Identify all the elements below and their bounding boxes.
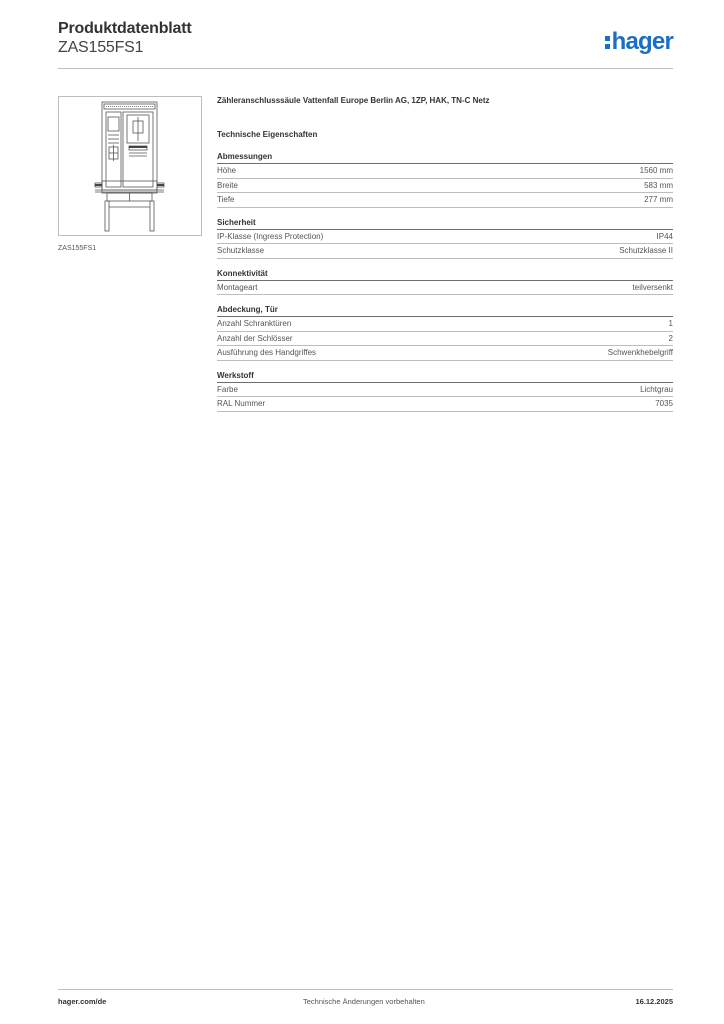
section-title: Sicherheit (217, 218, 673, 230)
spec-label: Breite (217, 180, 238, 190)
spec-section (217, 269, 673, 296)
spec-value: teilversenkt (632, 282, 673, 292)
footer-website: hager.com/de (58, 997, 107, 1006)
spec-row (217, 244, 673, 259)
spec-row (217, 397, 673, 412)
section-title: Abdeckung, Tür (217, 305, 673, 317)
image-caption: ZAS155FS1 (58, 245, 97, 252)
product-image (58, 96, 202, 236)
page-header (58, 20, 673, 68)
spec-row (217, 193, 673, 208)
spec-label: Schutzklasse (217, 246, 265, 255)
logo-text: hager (611, 28, 673, 55)
spec-value: IP44 (656, 231, 673, 241)
spec-value: 1560 mm (639, 166, 673, 175)
spec-section (217, 371, 673, 412)
product-code: ZAS155FS1 (58, 39, 144, 56)
spec-row (217, 332, 673, 347)
hager-logo (605, 28, 673, 56)
header-divider (58, 68, 673, 69)
spec-value: 583 mm (644, 180, 673, 190)
spec-row (217, 317, 673, 332)
spec-section (217, 305, 673, 361)
footer-note: Technische Änderungen vorbehalten (303, 997, 425, 1006)
section-title: Konnektivität (217, 269, 673, 281)
footer-date: 16.12.2025 (635, 997, 673, 1006)
spec-row (217, 346, 673, 361)
meter-column-drawing (59, 97, 201, 235)
spec-row (217, 164, 673, 179)
spec-row (217, 383, 673, 398)
logo-dots-icon (605, 31, 611, 51)
document-title: Produktdatenblatt (58, 20, 192, 37)
spec-value: 1 (668, 319, 673, 328)
product-description: Zähleranschlusssäule Vattenfall Europe Berlin AG, 1ZP, HAK, TN-C Netz (217, 96, 490, 105)
spec-value: Lichtgrau (640, 384, 673, 394)
spec-value: 277 mm (644, 195, 673, 204)
spec-label: Farbe (217, 384, 238, 394)
page-footer (58, 997, 673, 1009)
spec-value: 7035 (655, 399, 673, 408)
spec-label: Anzahl Schranktüren (217, 319, 292, 328)
spec-value: Schwenkhebelgriff (607, 348, 673, 357)
spec-sections (217, 152, 673, 412)
spec-row (217, 230, 673, 245)
spec-value: Schutzklasse II (619, 246, 673, 255)
section-title: Abmessungen (217, 152, 673, 164)
spec-value: 2 (668, 333, 673, 343)
spec-label: Anzahl der Schlösser (217, 333, 293, 343)
spec-label: Tiefe (217, 195, 235, 204)
spec-section (217, 218, 673, 259)
tech-properties-heading: Technische Eigenschaften (217, 130, 318, 139)
spec-label: Montageart (217, 282, 258, 292)
spec-section (217, 152, 673, 208)
spec-row (217, 281, 673, 296)
spec-label: Ausführung des Handgriffes (217, 348, 317, 357)
spec-label: RAL Nummer (217, 399, 266, 408)
footer-divider (58, 989, 673, 990)
spec-row (217, 179, 673, 194)
section-title: Werkstoff (217, 371, 673, 383)
spec-label: Höhe (217, 166, 237, 175)
spec-label: IP-Klasse (Ingress Protection) (217, 231, 324, 241)
product-details (217, 96, 673, 422)
